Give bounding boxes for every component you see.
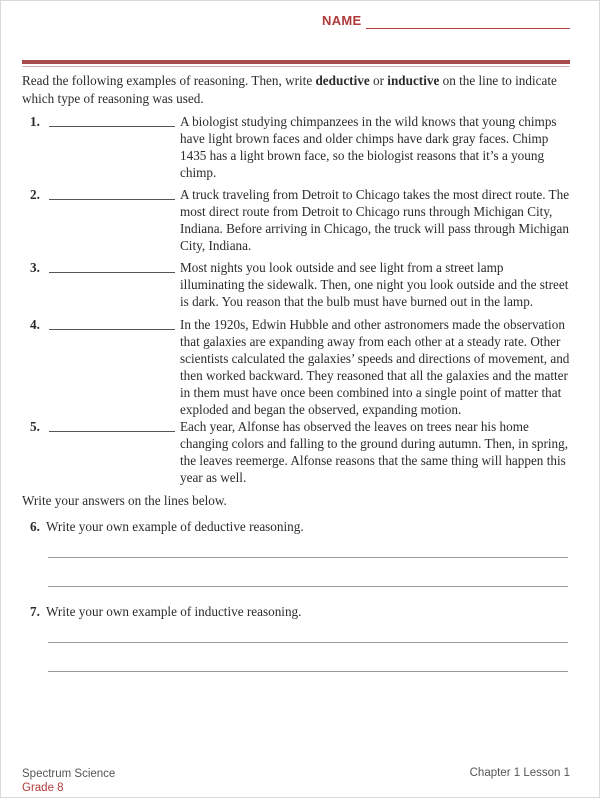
write-note: Write your answers on the lines below. xyxy=(22,493,227,508)
question-6 xyxy=(22,518,570,536)
question-text: Each year, Alfonse has observed the leaves on trees near his home changing colors and falling to the ground during autumn. Then, in spring, the leaves reemerge. Alfonse reasons that the same thing will happen this year as well. xyxy=(180,419,568,485)
question-text: A truck traveling from Detroit to Chicago takes the most direct route. The most direct route from Detroit to Chicago runs through Michigan City, Indiana. Before arriving in Chicago, the truck will pass through Michigan City, Indiana. xyxy=(180,187,570,253)
answer-line-7b[interactable] xyxy=(48,671,568,672)
answer-blank-3[interactable] xyxy=(49,272,175,273)
question-text: Write your own example of deductive reasoning. xyxy=(46,519,304,534)
answer-blank-4[interactable] xyxy=(49,329,175,330)
question-4 xyxy=(22,316,570,418)
header-rule-thin xyxy=(22,66,570,67)
question-7 xyxy=(22,603,570,621)
instructions-inductive: inductive xyxy=(387,73,440,88)
instructions-deductive: deductive xyxy=(315,73,370,88)
footer-grade: Grade 8 xyxy=(22,782,64,794)
answer-line-6a[interactable] xyxy=(48,557,568,558)
instructions-part1: Read the following examples of reasoning. Then, write xyxy=(22,73,316,88)
question-text: Write your own example of inductive reasoning. xyxy=(46,604,302,619)
answer-line-6b[interactable] xyxy=(48,586,568,587)
question-number: 4. xyxy=(30,317,40,332)
question-2 xyxy=(22,186,570,254)
instructions-part3: on the line to indicate which type of reasoning was used. xyxy=(22,73,557,106)
answer-blank-2[interactable] xyxy=(49,199,175,200)
question-number: 2. xyxy=(30,187,40,202)
question-3 xyxy=(22,259,570,310)
footer-book: Spectrum Science xyxy=(22,768,116,780)
instructions-part2: or xyxy=(369,73,388,88)
question-number: 6. xyxy=(30,519,40,534)
answer-blank-1[interactable] xyxy=(49,126,175,127)
question-text: Most nights you look outside and see light from a street lamp illuminating the sidewalk. Then, one night you look outside and the street is dark. You reason that the bulb must have burned out in the lamp. xyxy=(180,260,569,309)
answer-line-7a[interactable] xyxy=(48,642,568,643)
name-label: NAME xyxy=(322,13,362,28)
footer-book-info xyxy=(22,767,115,795)
question-number: 1. xyxy=(30,114,40,129)
question-5 xyxy=(22,418,570,486)
answer-blank-5[interactable] xyxy=(49,431,175,432)
name-field xyxy=(322,10,570,34)
footer-chapter: Chapter 1 Lesson 1 xyxy=(469,767,570,779)
question-number: 3. xyxy=(30,260,40,275)
instructions xyxy=(22,72,570,108)
question-1 xyxy=(22,113,570,181)
name-line[interactable] xyxy=(366,28,570,29)
header-rule xyxy=(22,60,570,64)
question-text: In the 1920s, Edwin Hubble and other astronomers made the observation that galaxies are expanding away from each other at a steady rate. Other scientists calculated the galaxies’ speeds and directions of movement, and then worked backward. They reasoned that all the galaxies and the matter in them must have once been combined into a single point of matter that exploded and began the observed, expanding motion. xyxy=(180,317,570,417)
question-text: A biologist studying chimpanzees in the wild knows that young chimps have light brown faces and older chimps have dark gray faces. Chimp 1435 has a light brown face, so the biologist reasons that it’s a young chimp. xyxy=(180,114,557,180)
question-number: 7. xyxy=(30,604,40,619)
question-number: 5. xyxy=(30,419,40,434)
